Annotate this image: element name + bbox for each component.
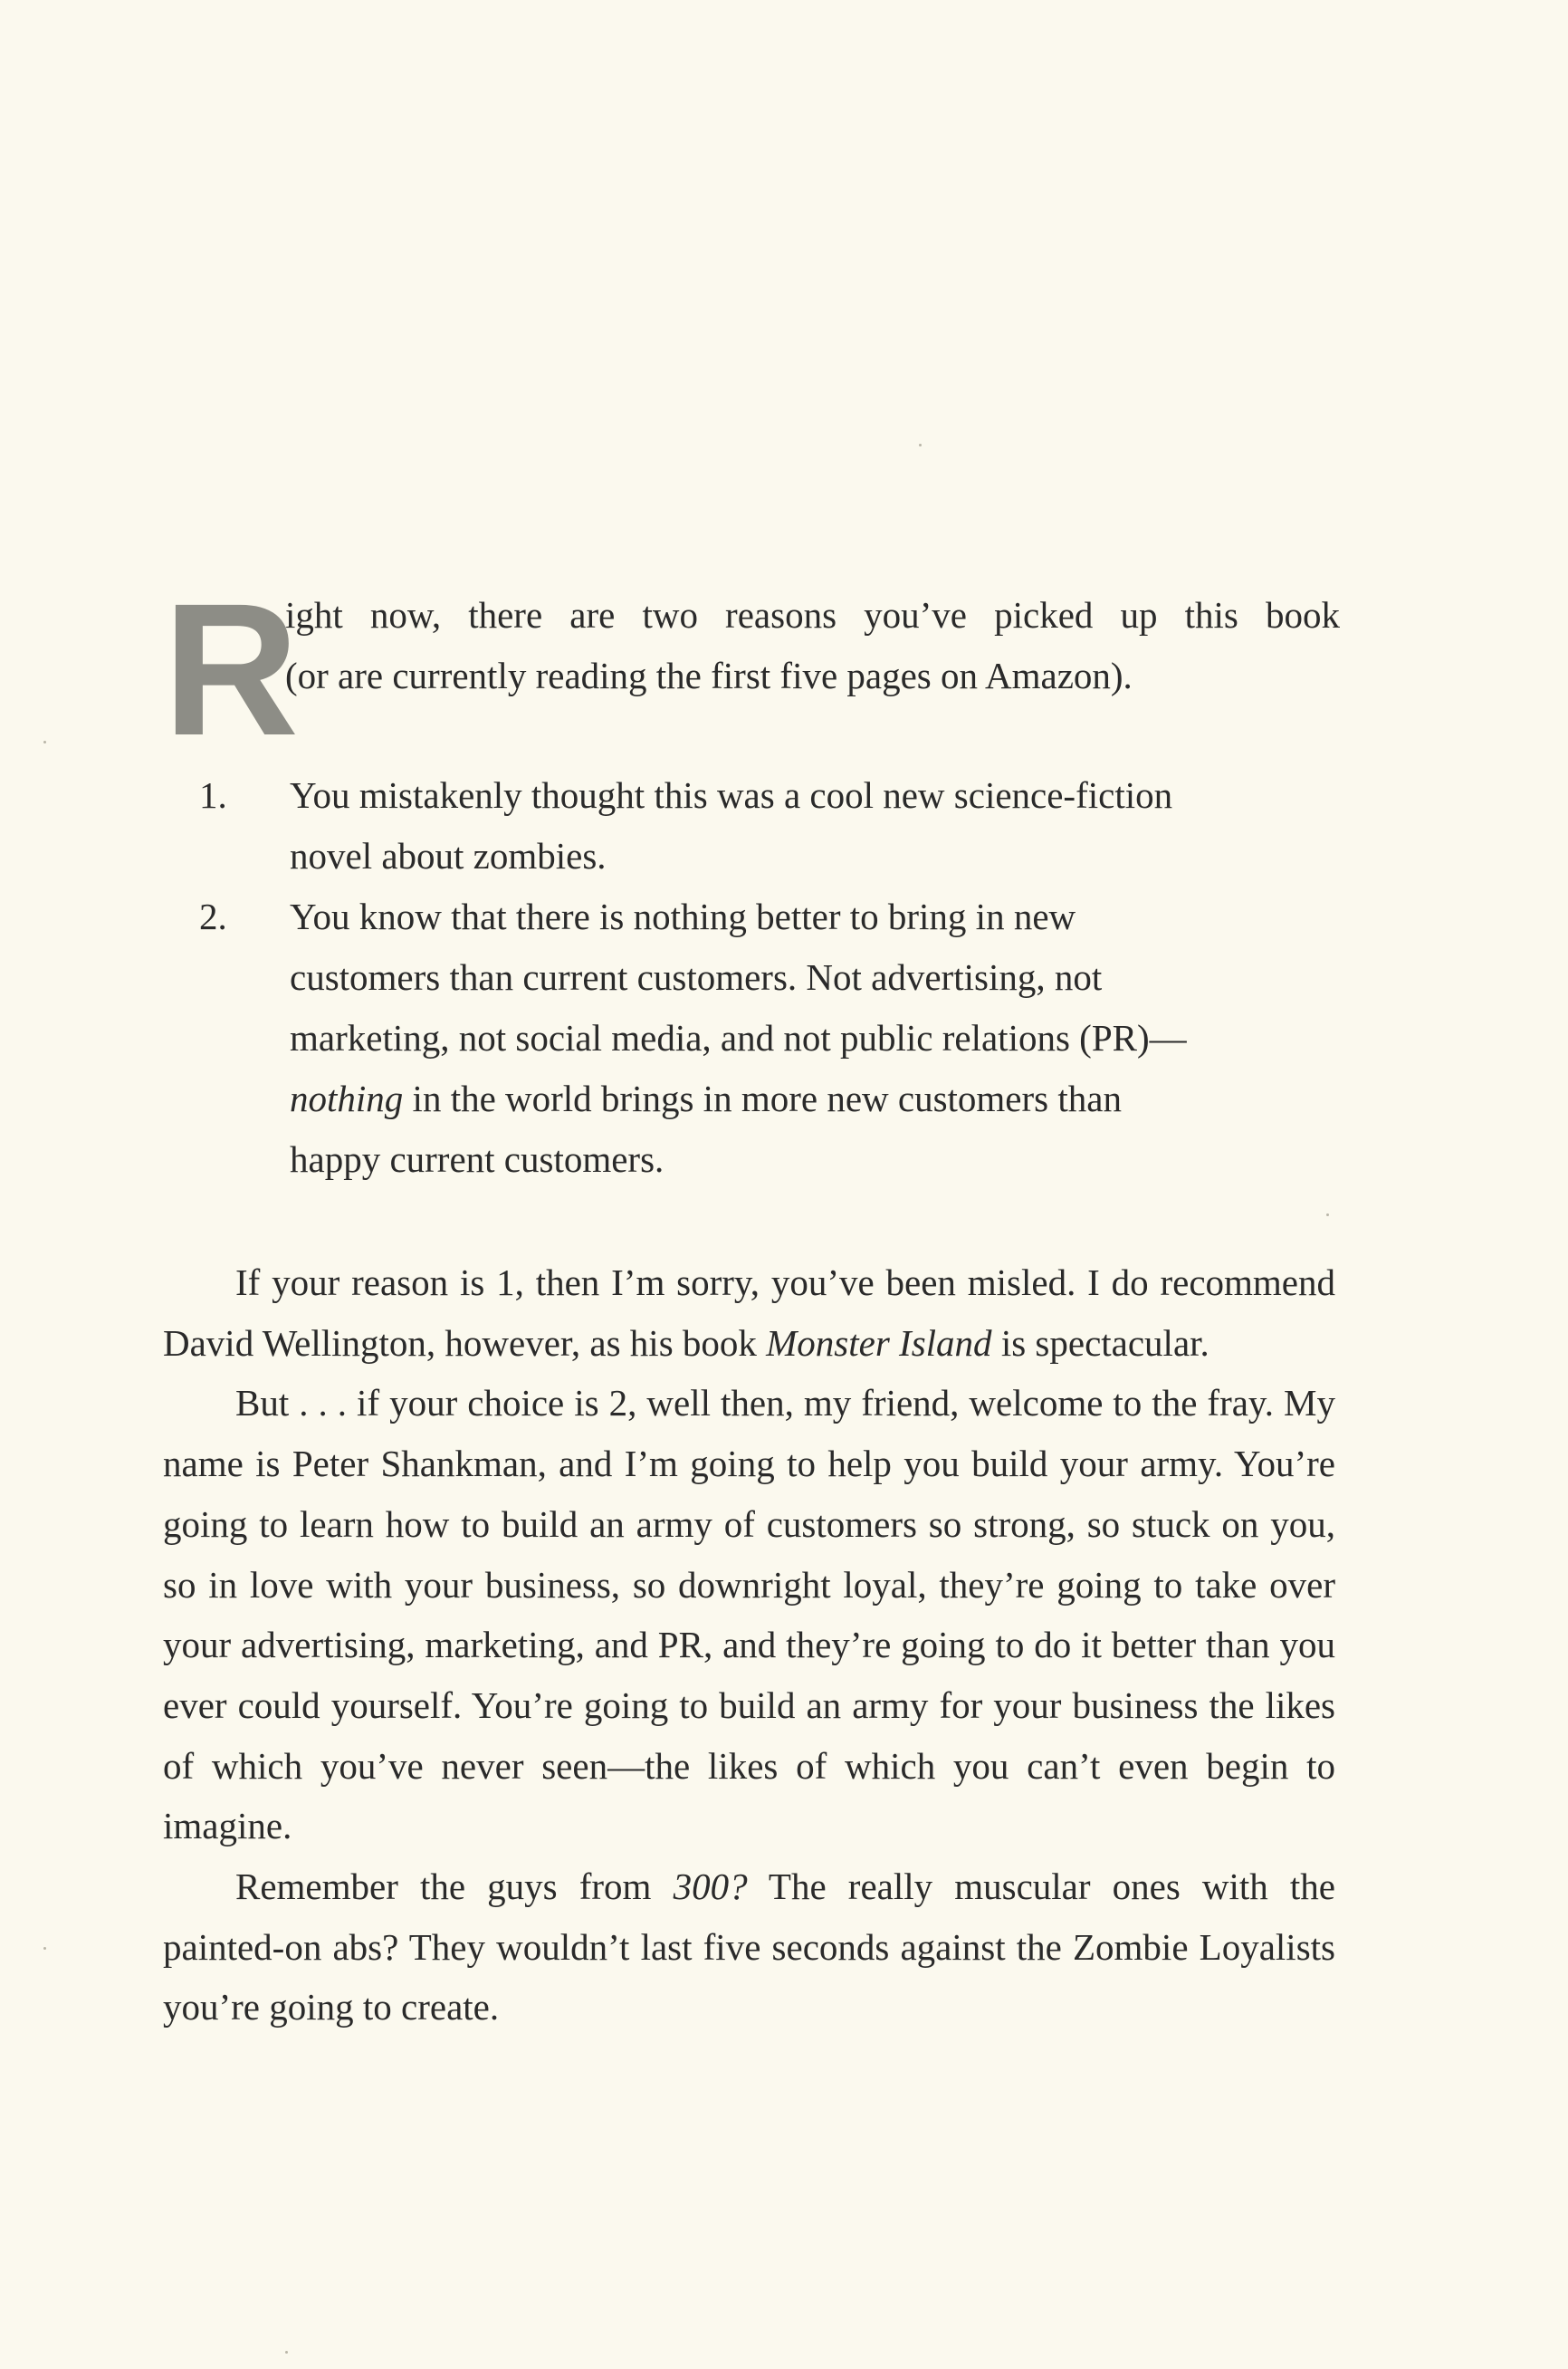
list-line: You mistakenly thought this was a cool new science-fiction: [290, 774, 1173, 816]
list-number: 2.: [199, 896, 227, 937]
paragraph-1: [163, 1252, 1335, 1373]
reasons-list: [199, 765, 1340, 1190]
paragraph-3-start: Remember the guys from: [235, 1865, 674, 1908]
list-line: customers than current customers. Not advertising, not: [290, 956, 1103, 998]
chapter-opening: [163, 565, 1340, 775]
opening-line-2: (or are currently reading the first five pages on Amazon).: [285, 655, 1133, 696]
paper-speck: [919, 444, 922, 446]
paper-speck: [43, 741, 46, 743]
body-text: [163, 1252, 1335, 2038]
film-title-300: 300?: [673, 1865, 748, 1908]
list-item: [199, 765, 1340, 887]
list-line-rest: in the world brings in more new customers than: [403, 1078, 1122, 1119]
list-line: You know that there is nothing better to bring in new: [290, 896, 1076, 937]
opening-lines: [285, 585, 1340, 706]
list-line: novel about zombies.: [290, 835, 607, 877]
paragraph-3: [163, 1856, 1335, 2038]
list-line: happy current customers.: [290, 1138, 664, 1180]
paper-speck: [1326, 1213, 1329, 1216]
paragraph-2: But . . . if your choice is 2, well then, my friend, welcome to the fray. My name is Peter Shankman, and I’m going to help you build your army. You’re going to learn how to build an army of customers so strong, so stuck on you, so in love with your business, so downright loyal, they’re going to take over your advertising, marketing, and PR, and they’re going to do it better than you ever could yourself. You’re going to build an army for your business the likes of which you’ve never seen—the likes of which you can’t even begin to imagine.: [163, 1382, 1335, 1847]
list-text: [290, 765, 1340, 887]
opening-line-1: ight now, there are two reasons you’ve picked up this book: [285, 594, 1340, 636]
paragraph-3-end: The really muscular ones with the painted-on abs? They wouldn’t last five seconds against the Zombie Loyalists you’re going to create.: [163, 1865, 1335, 2029]
paper-speck: [43, 1947, 46, 1950]
emphasis-nothing: nothing: [290, 1078, 404, 1119]
list-line: marketing, not social media, and not public relations (PR)—: [290, 1017, 1187, 1059]
list-item: [199, 887, 1340, 1190]
book-title-monster-island: Monster Island: [766, 1321, 992, 1364]
paper-speck: [285, 2351, 288, 2354]
list-line: [290, 1069, 1340, 1129]
drop-cap: R: [163, 565, 296, 775]
list-number: 1.: [199, 774, 227, 816]
paragraph-1-end: is spectacular.: [991, 1321, 1209, 1364]
paragraph-1-start: If your reason is 1, then I’m sorry, you’ve been misled. I do recommend David Wellington, however, as his book: [163, 1261, 1335, 1364]
list-text: [290, 887, 1340, 1190]
